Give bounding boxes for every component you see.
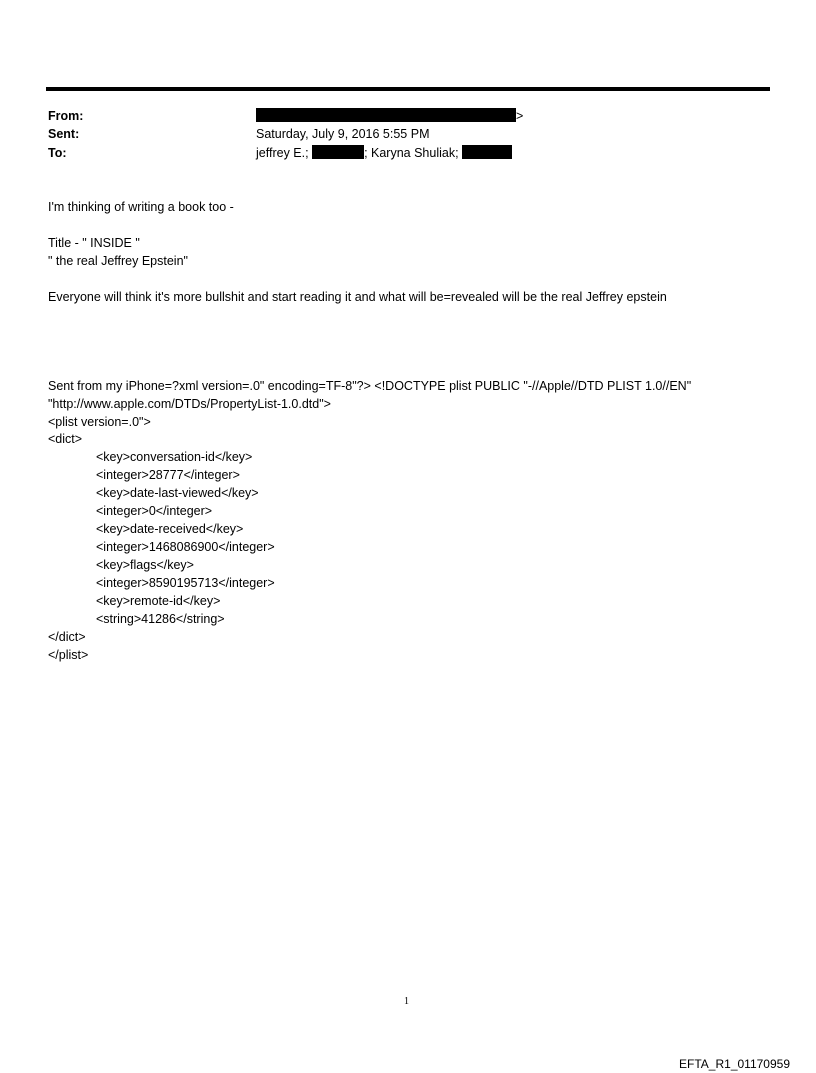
- plist-entry: <key>flags</key>: [96, 558, 194, 572]
- sent-label: Sent:: [48, 127, 80, 141]
- from-value: [256, 108, 523, 124]
- page-number: 1: [404, 996, 409, 1007]
- dict-close: </dict>: [48, 630, 86, 644]
- plist-entry: <key>conversation-id</key>: [96, 450, 253, 464]
- redaction-block: [462, 145, 512, 159]
- plist-entry: <string>41286</string>: [96, 612, 225, 626]
- to-recipient-2: ; Karyna Shuliak;: [364, 146, 459, 160]
- body-paragraph-1: I'm thinking of writing a book too -: [48, 200, 234, 214]
- to-value: [256, 145, 512, 161]
- dict-open: <dict>: [48, 432, 83, 446]
- bates-number: EFTA_R1_01170959: [679, 1057, 790, 1071]
- plist-entry: <integer>0</integer>: [96, 504, 213, 518]
- from-suffix: >: [516, 109, 524, 123]
- to-label: To:: [48, 146, 67, 160]
- signature-line-1: Sent from my iPhone=?xml version=.0" encoding=TF-8"?> <!DOCTYPE plist PUBLIC "-//Apple//DTD PLIST 1.0//EN": [48, 379, 692, 393]
- plist-open: <plist version=.0">: [48, 415, 151, 429]
- header-rule: [46, 87, 770, 91]
- body-title-line-2: " the real Jeffrey Epstein": [48, 254, 188, 268]
- sent-value: Saturday, July 9, 2016 5:55 PM: [256, 127, 430, 141]
- from-label: From:: [48, 109, 84, 123]
- plist-close: </plist>: [48, 648, 89, 662]
- redaction-block: [312, 145, 364, 159]
- redaction-block: [256, 108, 516, 122]
- signature-line-2: "http://www.apple.com/DTDs/PropertyList-1.0.dtd">: [48, 397, 331, 411]
- plist-entry: <integer>8590195713</integer>: [96, 576, 275, 590]
- plist-entry: <key>date-last-viewed</key>: [96, 486, 259, 500]
- plist-entry: <key>date-received</key>: [96, 522, 244, 536]
- plist-entry: <key>remote-id</key>: [96, 594, 221, 608]
- to-recipient-1: jeffrey E.;: [256, 146, 309, 160]
- plist-entry: <integer>1468086900</integer>: [96, 540, 275, 554]
- body-paragraph-3: Everyone will think it's more bullshit and start reading it and what will be=revealed will be the real Jeffrey epstein: [48, 290, 667, 304]
- plist-entry: <integer>28777</integer>: [96, 468, 240, 482]
- body-title-line-1: Title - " INSIDE ": [48, 236, 140, 250]
